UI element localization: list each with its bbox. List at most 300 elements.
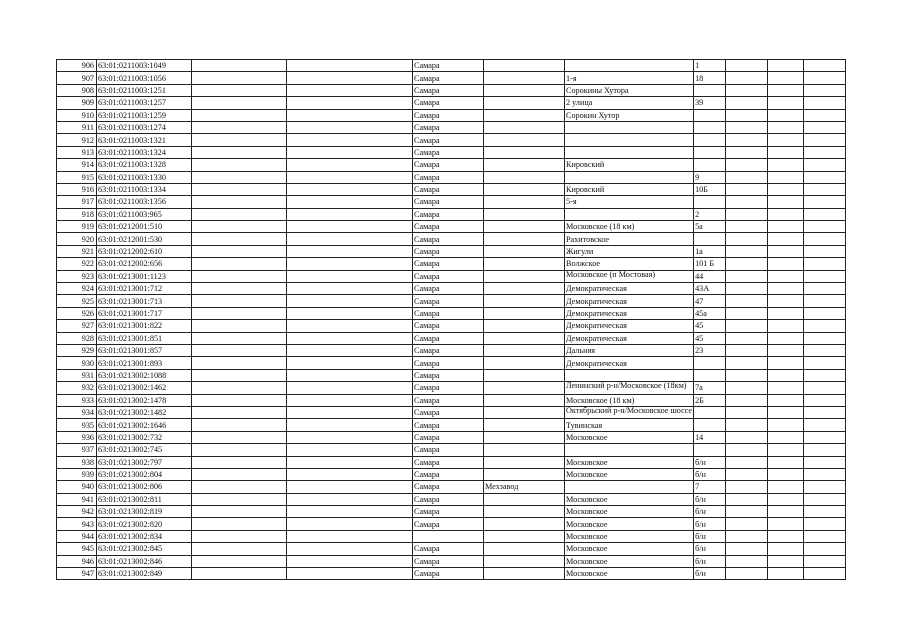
- empty-cell: [768, 406, 804, 418]
- house-cell: 5а: [694, 221, 726, 233]
- cadastral-number-cell: 63:01:0211003:1259: [97, 109, 192, 121]
- street-cell: Кировский: [565, 183, 694, 195]
- street-cell: Демократическая: [565, 283, 694, 295]
- row-number-cell: 936: [57, 431, 97, 443]
- house-cell: [694, 233, 726, 245]
- empty-cell: [768, 568, 804, 580]
- empty-cell: [287, 456, 413, 468]
- empty-cell: [804, 320, 846, 332]
- empty-cell: [287, 518, 413, 530]
- locality-cell: [484, 60, 565, 72]
- row-number-cell: 916: [57, 183, 97, 195]
- cadastral-number-cell: 63:01:0212002:656: [97, 258, 192, 270]
- cadastral-number-cell: 63:01:0213001:857: [97, 344, 192, 356]
- empty-cell: [726, 109, 768, 121]
- empty-cell: [804, 543, 846, 555]
- city-cell: Самара: [413, 270, 484, 282]
- empty-cell: [768, 307, 804, 319]
- empty-cell: [192, 245, 287, 257]
- empty-cell: [192, 357, 287, 369]
- empty-cell: [192, 382, 287, 394]
- locality-cell: [484, 468, 565, 480]
- street-cell: Московское: [565, 568, 694, 580]
- table-row: [57, 419, 846, 431]
- city-cell: Самара: [413, 97, 484, 109]
- city-cell: Самара: [413, 233, 484, 245]
- locality-cell: [484, 146, 565, 158]
- empty-cell: [192, 97, 287, 109]
- empty-cell: [287, 196, 413, 208]
- empty-cell: [192, 233, 287, 245]
- locality-cell: [484, 382, 565, 394]
- cadastral-number-cell: 63:01:0213002:811: [97, 493, 192, 505]
- empty-cell: [287, 481, 413, 493]
- locality-cell: [484, 431, 565, 443]
- cadastral-number-cell: 63:01:0213002:806: [97, 481, 192, 493]
- empty-cell: [287, 382, 413, 394]
- locality-cell: [484, 506, 565, 518]
- table-row: [57, 221, 846, 233]
- empty-cell: [192, 60, 287, 72]
- empty-cell: [804, 555, 846, 567]
- table-row: [57, 382, 846, 394]
- empty-cell: [192, 72, 287, 84]
- empty-cell: [192, 431, 287, 443]
- street-cell: Волжское: [565, 258, 694, 270]
- cadastral-number-cell: 63:01:0211003:1049: [97, 60, 192, 72]
- empty-cell: [192, 419, 287, 431]
- cadastral-number-cell: 63:01:0213002:745: [97, 444, 192, 456]
- cadastral-number-cell: 63:01:0213002:1646: [97, 419, 192, 431]
- cadastral-number-cell: 63:01:0213002:1478: [97, 394, 192, 406]
- house-cell: 9: [694, 171, 726, 183]
- empty-cell: [726, 543, 768, 555]
- empty-cell: [726, 493, 768, 505]
- row-number-cell: 923: [57, 270, 97, 282]
- row-number-cell: 922: [57, 258, 97, 270]
- empty-cell: [804, 444, 846, 456]
- street-cell: Сорокины Хутора: [565, 84, 694, 96]
- empty-cell: [287, 183, 413, 195]
- empty-cell: [726, 258, 768, 270]
- row-number-cell: 937: [57, 444, 97, 456]
- street-cell: Московское: [565, 555, 694, 567]
- empty-cell: [726, 121, 768, 133]
- empty-cell: [768, 208, 804, 220]
- cadastral-number-cell: 63:01:0211003:1274: [97, 121, 192, 133]
- cadastral-number-cell: 63:01:0211003:1257: [97, 97, 192, 109]
- street-cell: Московское (18 км): [565, 394, 694, 406]
- table-row: [57, 60, 846, 72]
- empty-cell: [804, 134, 846, 146]
- house-cell: [694, 134, 726, 146]
- empty-cell: [726, 283, 768, 295]
- city-cell: Самара: [413, 568, 484, 580]
- empty-cell: [768, 456, 804, 468]
- empty-cell: [768, 171, 804, 183]
- city-cell: Самара: [413, 468, 484, 480]
- empty-cell: [287, 109, 413, 121]
- house-cell: 2Б: [694, 394, 726, 406]
- cadastral-number-cell: 63:01:0213001:712: [97, 283, 192, 295]
- empty-cell: [287, 307, 413, 319]
- cadastral-number-cell: 63:01:0212001:510: [97, 221, 192, 233]
- table-row: [57, 72, 846, 84]
- locality-cell: [484, 530, 565, 542]
- empty-cell: [726, 406, 768, 418]
- house-cell: б/н: [694, 493, 726, 505]
- empty-cell: [804, 295, 846, 307]
- city-cell: Самара: [413, 171, 484, 183]
- empty-cell: [804, 208, 846, 220]
- empty-cell: [804, 344, 846, 356]
- table-row: [57, 283, 846, 295]
- house-cell: 1: [694, 60, 726, 72]
- house-cell: б/н: [694, 518, 726, 530]
- empty-cell: [192, 134, 287, 146]
- empty-cell: [192, 183, 287, 195]
- city-cell: Самара: [413, 419, 484, 431]
- empty-cell: [287, 233, 413, 245]
- empty-cell: [192, 344, 287, 356]
- empty-cell: [726, 171, 768, 183]
- cadastral-number-cell: 63:01:0213002:1088: [97, 369, 192, 381]
- street-cell: 1-я: [565, 72, 694, 84]
- street-cell: Московское: [565, 431, 694, 443]
- house-cell: б/н: [694, 506, 726, 518]
- street-cell: Рахитовское: [565, 233, 694, 245]
- city-cell: Самара: [413, 283, 484, 295]
- empty-cell: [192, 208, 287, 220]
- empty-cell: [192, 493, 287, 505]
- empty-cell: [726, 270, 768, 282]
- street-cell: Сорокин Хутор: [565, 109, 694, 121]
- empty-cell: [804, 258, 846, 270]
- street-cell: [565, 146, 694, 158]
- empty-cell: [192, 481, 287, 493]
- locality-cell: [484, 518, 565, 530]
- table-row: [57, 270, 846, 282]
- empty-cell: [768, 518, 804, 530]
- empty-cell: [768, 357, 804, 369]
- house-cell: 47: [694, 295, 726, 307]
- empty-cell: [287, 444, 413, 456]
- empty-cell: [287, 84, 413, 96]
- empty-cell: [768, 146, 804, 158]
- empty-cell: [768, 394, 804, 406]
- house-cell: [694, 159, 726, 171]
- table-row: [57, 369, 846, 381]
- empty-cell: [192, 295, 287, 307]
- empty-cell: [768, 270, 804, 282]
- cadastral-number-cell: 63:01:0213002:1482: [97, 406, 192, 418]
- locality-cell: [484, 233, 565, 245]
- locality-cell: [484, 72, 565, 84]
- row-number-cell: 925: [57, 295, 97, 307]
- empty-cell: [287, 419, 413, 431]
- locality-cell: [484, 419, 565, 431]
- cadastral-number-cell: 63:01:0211003:1334: [97, 183, 192, 195]
- house-cell: [694, 84, 726, 96]
- city-cell: Самара: [413, 456, 484, 468]
- empty-cell: [287, 60, 413, 72]
- table-row: [57, 146, 846, 158]
- row-number-cell: 907: [57, 72, 97, 84]
- row-number-cell: 917: [57, 196, 97, 208]
- house-cell: 14: [694, 431, 726, 443]
- table-row: [57, 97, 846, 109]
- street-cell: [565, 481, 694, 493]
- locality-cell: [484, 568, 565, 580]
- empty-cell: [287, 406, 413, 418]
- empty-cell: [726, 72, 768, 84]
- table-row: [57, 233, 846, 245]
- table-row: [57, 543, 846, 555]
- table-row: [57, 320, 846, 332]
- row-number-cell: 938: [57, 456, 97, 468]
- table-row: [57, 121, 846, 133]
- city-cell: Самара: [413, 307, 484, 319]
- empty-cell: [726, 134, 768, 146]
- empty-cell: [768, 419, 804, 431]
- table-row: [57, 84, 846, 96]
- house-cell: 18: [694, 72, 726, 84]
- row-number-cell: 918: [57, 208, 97, 220]
- empty-cell: [726, 208, 768, 220]
- table-row: [57, 468, 846, 480]
- table-row: [57, 555, 846, 567]
- table-row: [57, 171, 846, 183]
- table-row: [57, 481, 846, 493]
- cadastral-number-cell: 63:01:0213001:822: [97, 320, 192, 332]
- cadastral-number-cell: 63:01:0213002:1462: [97, 382, 192, 394]
- empty-cell: [287, 344, 413, 356]
- locality-cell: [484, 543, 565, 555]
- row-number-cell: 910: [57, 109, 97, 121]
- house-cell: [694, 196, 726, 208]
- street-cell: Московское (18 км): [565, 221, 694, 233]
- empty-cell: [726, 382, 768, 394]
- empty-cell: [804, 196, 846, 208]
- cadastral-number-cell: 63:01:0213001:851: [97, 332, 192, 344]
- empty-cell: [804, 60, 846, 72]
- empty-cell: [726, 344, 768, 356]
- empty-cell: [726, 369, 768, 381]
- empty-cell: [804, 72, 846, 84]
- table-row: [57, 493, 846, 505]
- city-cell: Самара: [413, 543, 484, 555]
- cadastral-number-cell: 63:01:0211003:965: [97, 208, 192, 220]
- empty-cell: [804, 530, 846, 542]
- empty-cell: [804, 456, 846, 468]
- table-row: [57, 245, 846, 257]
- street-cell: Дальняя: [565, 344, 694, 356]
- cadastral-number-cell: 63:01:0213001:1123: [97, 270, 192, 282]
- cadastral-number-cell: 63:01:0213001:717: [97, 307, 192, 319]
- empty-cell: [804, 518, 846, 530]
- house-cell: 7: [694, 481, 726, 493]
- locality-cell: [484, 208, 565, 220]
- row-number-cell: 939: [57, 468, 97, 480]
- row-number-cell: 906: [57, 60, 97, 72]
- empty-cell: [804, 394, 846, 406]
- street-cell: [565, 369, 694, 381]
- cadastral-number-cell: 63:01:0213002:797: [97, 456, 192, 468]
- empty-cell: [726, 555, 768, 567]
- cadastral-number-cell: 63:01:0213002:804: [97, 468, 192, 480]
- row-number-cell: 911: [57, 121, 97, 133]
- street-cell: Московское: [565, 506, 694, 518]
- empty-cell: [768, 543, 804, 555]
- cadastral-number-cell: 63:01:0213002:845: [97, 543, 192, 555]
- locality-cell: [484, 183, 565, 195]
- empty-cell: [287, 270, 413, 282]
- empty-cell: [192, 221, 287, 233]
- empty-cell: [768, 159, 804, 171]
- empty-cell: [192, 394, 287, 406]
- empty-cell: [287, 159, 413, 171]
- locality-cell: [484, 332, 565, 344]
- row-number-cell: 944: [57, 530, 97, 542]
- empty-cell: [726, 444, 768, 456]
- house-cell: [694, 121, 726, 133]
- house-cell: 45: [694, 332, 726, 344]
- street-cell: [565, 444, 694, 456]
- city-cell: Самара: [413, 134, 484, 146]
- empty-cell: [192, 146, 287, 158]
- street-cell: Московское: [565, 493, 694, 505]
- locality-cell: [484, 406, 565, 418]
- cadastral-number-cell: 63:01:0211003:1356: [97, 196, 192, 208]
- house-cell: 45: [694, 320, 726, 332]
- city-cell: Самара: [413, 555, 484, 567]
- cadastral-number-cell: 63:01:0211003:1251: [97, 84, 192, 96]
- empty-cell: [726, 568, 768, 580]
- street-cell: Московское: [565, 468, 694, 480]
- empty-cell: [768, 109, 804, 121]
- empty-cell: [287, 72, 413, 84]
- empty-cell: [726, 506, 768, 518]
- cadastral-number-cell: 63:01:0212001:530: [97, 233, 192, 245]
- city-cell: Самара: [413, 431, 484, 443]
- street-cell: Московское (п Мостовая): [565, 270, 694, 282]
- empty-cell: [287, 530, 413, 542]
- empty-cell: [192, 196, 287, 208]
- empty-cell: [287, 357, 413, 369]
- row-number-cell: 914: [57, 159, 97, 171]
- street-cell: Демократическая: [565, 295, 694, 307]
- empty-cell: [726, 183, 768, 195]
- empty-cell: [768, 134, 804, 146]
- locality-cell: [484, 444, 565, 456]
- empty-cell: [287, 468, 413, 480]
- street-cell: Московское: [565, 530, 694, 542]
- street-cell: Московское: [565, 518, 694, 530]
- empty-cell: [287, 121, 413, 133]
- street-cell: Тувинская: [565, 419, 694, 431]
- city-cell: Самара: [413, 406, 484, 418]
- table-row: [57, 394, 846, 406]
- row-number-cell: 942: [57, 506, 97, 518]
- street-cell: [565, 171, 694, 183]
- empty-cell: [726, 456, 768, 468]
- table-row: [57, 406, 846, 418]
- empty-cell: [287, 295, 413, 307]
- table-row: [57, 357, 846, 369]
- cadastral-number-cell: 63:01:0213002:820: [97, 518, 192, 530]
- empty-cell: [804, 233, 846, 245]
- empty-cell: [768, 530, 804, 542]
- empty-cell: [287, 171, 413, 183]
- locality-cell: [484, 196, 565, 208]
- house-cell: [694, 406, 726, 418]
- empty-cell: [192, 518, 287, 530]
- house-cell: б/н: [694, 468, 726, 480]
- street-cell: Московское: [565, 543, 694, 555]
- house-cell: 2: [694, 208, 726, 220]
- locality-cell: [484, 369, 565, 381]
- empty-cell: [768, 320, 804, 332]
- row-number-cell: 919: [57, 221, 97, 233]
- empty-cell: [287, 394, 413, 406]
- locality-cell: [484, 320, 565, 332]
- empty-cell: [192, 109, 287, 121]
- empty-cell: [726, 394, 768, 406]
- empty-cell: [768, 382, 804, 394]
- table-row: [57, 307, 846, 319]
- empty-cell: [726, 97, 768, 109]
- cadastral-number-cell: 63:01:0211003:1321: [97, 134, 192, 146]
- empty-cell: [726, 530, 768, 542]
- empty-cell: [804, 357, 846, 369]
- locality-cell: [484, 221, 565, 233]
- locality-cell: [484, 456, 565, 468]
- empty-cell: [804, 419, 846, 431]
- table-row: [57, 159, 846, 171]
- empty-cell: [804, 481, 846, 493]
- empty-cell: [804, 221, 846, 233]
- empty-cell: [726, 431, 768, 443]
- house-cell: [694, 109, 726, 121]
- table-row: [57, 208, 846, 220]
- street-cell: 2 улица: [565, 97, 694, 109]
- empty-cell: [768, 295, 804, 307]
- empty-cell: [768, 468, 804, 480]
- row-number-cell: 940: [57, 481, 97, 493]
- empty-cell: [726, 307, 768, 319]
- table-row: [57, 506, 846, 518]
- row-number-cell: 935: [57, 419, 97, 431]
- city-cell: Самара: [413, 382, 484, 394]
- street-cell: [565, 134, 694, 146]
- street-cell: Демократическая: [565, 332, 694, 344]
- empty-cell: [768, 60, 804, 72]
- row-number-cell: 941: [57, 493, 97, 505]
- table-row: [57, 258, 846, 270]
- table-row: [57, 332, 846, 344]
- empty-cell: [192, 171, 287, 183]
- empty-cell: [726, 295, 768, 307]
- empty-cell: [287, 543, 413, 555]
- city-cell: Самара: [413, 196, 484, 208]
- cadastral-number-cell: 63:01:0213001:713: [97, 295, 192, 307]
- empty-cell: [726, 221, 768, 233]
- city-cell: Самара: [413, 518, 484, 530]
- city-cell: Самара: [413, 394, 484, 406]
- empty-cell: [768, 493, 804, 505]
- empty-cell: [192, 159, 287, 171]
- empty-cell: [192, 555, 287, 567]
